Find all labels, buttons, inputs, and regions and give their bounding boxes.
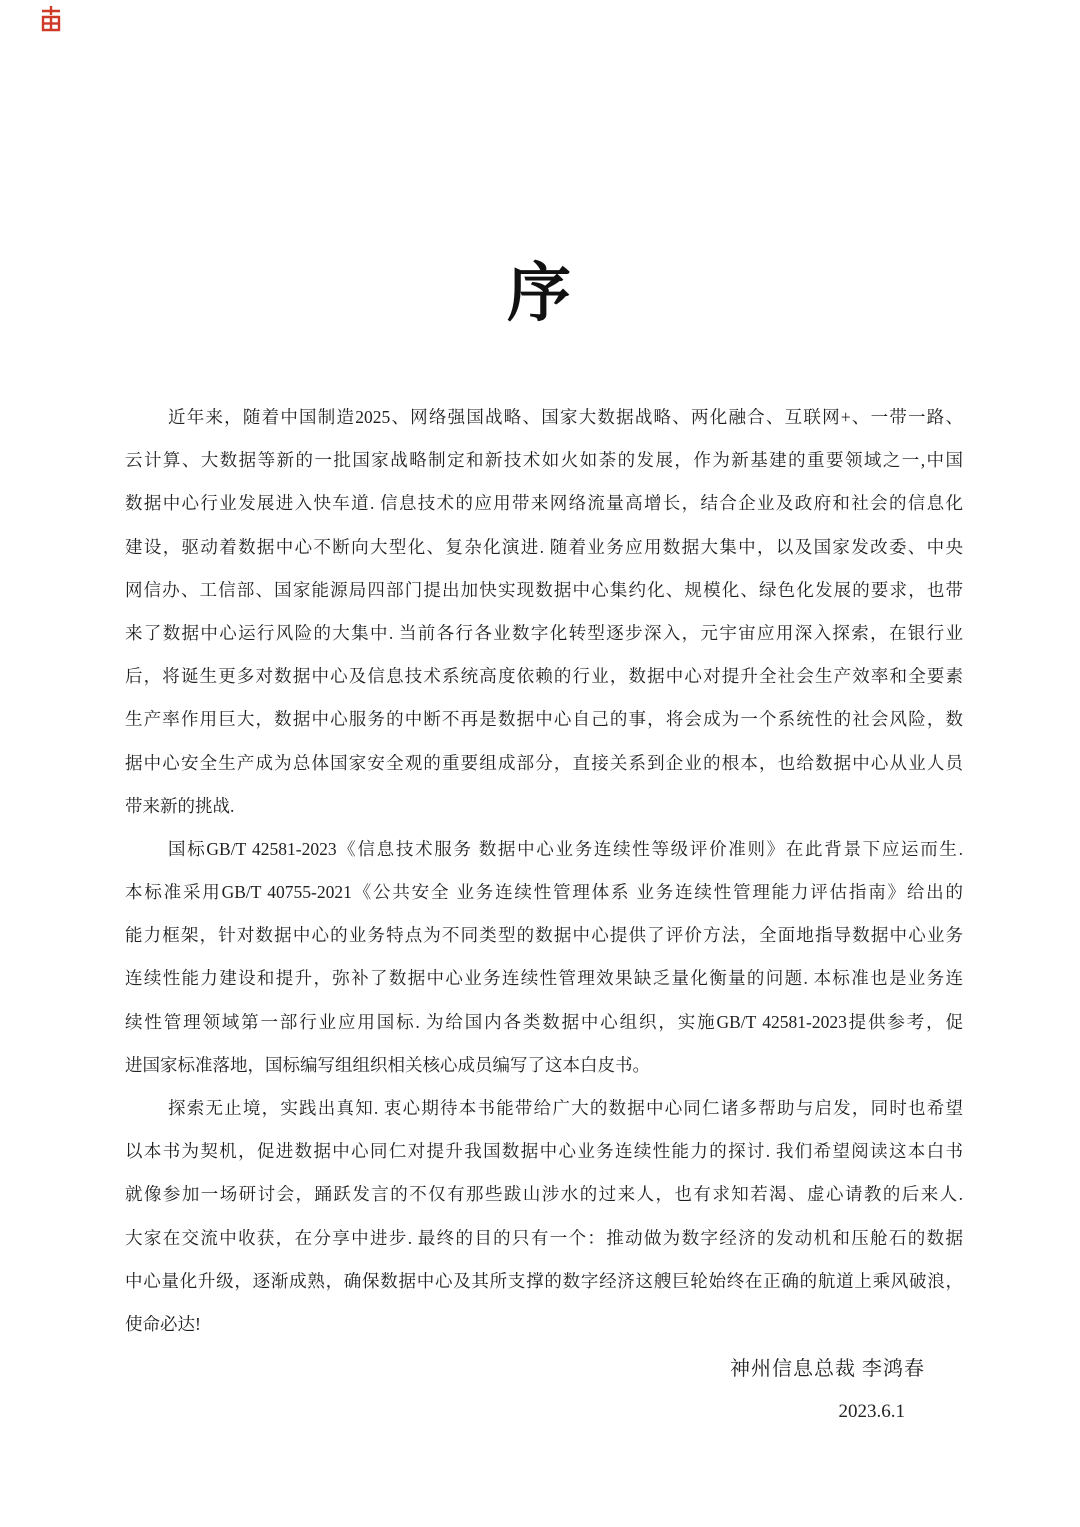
paragraph-line: 大家在交流中收获，在分享中进步. 最终的目的只有一个：推动做为数字经济的发动机和压舱石的数据 — [125, 1227, 963, 1248]
paragraph-line: 近年来，随着中国制造2025、网络强国战略、国家大数据战略、两化融合、互联网+、一带一路、 — [168, 407, 963, 427]
paragraph-line: 中心量化升级，逐渐成熟，确保数据中心及其所支撑的数字经济这艘巨轮始终在正确的航道上乘风破浪， — [125, 1270, 963, 1291]
paragraph-line: 本标准采用GB/T 40755-2021《公共安全 业务连续性管理体系 业务连续性管理能力评估指南》给出的 — [125, 882, 963, 903]
paragraph-line: 生产率作用巨大，数据中心服务的中断不再是数据中心自己的事，将会成为一个系统性的社会风险，数 — [125, 709, 963, 730]
paragraph-line: 带来新的挑战. — [125, 795, 235, 816]
paragraph-line: 云计算、大数据等新的一批国家战略制定和新技术如火如荼的发展，作为新基建的重要领域之一,中国 — [125, 450, 963, 471]
paragraph-line: 使命必达! — [125, 1313, 201, 1334]
paragraph-line: 探索无止境，实践出真知. 衷心期待本书能带给广大的数据中心同仁诸多帮助与启发，同时也希望 — [168, 1098, 963, 1118]
paragraph-line: 国标GB/T 42581-2023《信息技术服务 数据中心业务连续性等级评价准则》在此背景下应运而生. — [168, 838, 963, 859]
paragraph — [125, 1087, 963, 1346]
paragraph-line: 连续性能力建设和提升，弥补了数据中心业务连续性管理效果缺乏量化衡量的问题. 本标准也是业务连 — [125, 968, 963, 989]
body-text — [125, 396, 963, 1346]
signature-block — [125, 1348, 963, 1433]
paragraph — [125, 396, 963, 828]
signature-name: 神州信息总裁 李鸿春 — [730, 1358, 925, 1381]
paragraph-line: 网信办、工信部、国家能源局四部门提出加快实现数据中心集约化、规模化、绿色化发展的要求，也带 — [125, 579, 963, 600]
paragraph-line: 以本书为契机，促进数据中心同仁对提升我国数据中心业务连续性能力的探讨. 我们希望阅读这本白书 — [125, 1141, 963, 1162]
paragraph-line: 数据中心行业发展进入快车道. 信息技术的应用带来网络流量高增长，结合企业及政府和社会的信息化 — [125, 493, 963, 514]
paragraph-line: 续性管理领域第一部行业应用国标. 为给国内各类数据中心组织，实施GB/T 42581-2023提供参考，促 — [125, 1011, 963, 1032]
paragraph-line: 就像参加一场研讨会，踊跃发言的不仅有那些跋山涉水的过来人，也有求知若渴、虚心请教的后来人. — [125, 1184, 963, 1205]
paragraph-line: 来了数据中心运行风险的大集中. 当前各行各业数字化转型逐步深入，元宇宙应用深入探索，在银行业 — [125, 622, 963, 643]
paragraph-line: 能力框架，针对数据中心的业务特点为不同类型的数据中心提供了评价方法，全面地指导数据中心业务 — [125, 925, 963, 946]
paragraph-line: 据中心安全生产成为总体国家安全观的重要组成部分，直接关系到企业的根本，也给数据中心从业人员 — [125, 752, 963, 773]
paragraph — [125, 828, 963, 1087]
red-stamp-icon — [40, 5, 62, 32]
signature-date: 2023.6.1 — [838, 1401, 905, 1423]
paragraph-line: 进国家标准落地，国标编写组组织相关核心成员编写了这本白皮书。 — [125, 1054, 650, 1075]
page-title: 序 — [507, 258, 573, 329]
paragraph-line: 建设，驱动着数据中心不断向大型化、复杂化演进. 随着业务应用数据大集中，以及国家发改委、中央 — [125, 536, 963, 557]
paragraph-line: 后，将诞生更多对数据中心及信息技术系统高度依赖的行业，数据中心对提升全社会生产效率和全要素 — [125, 666, 963, 687]
